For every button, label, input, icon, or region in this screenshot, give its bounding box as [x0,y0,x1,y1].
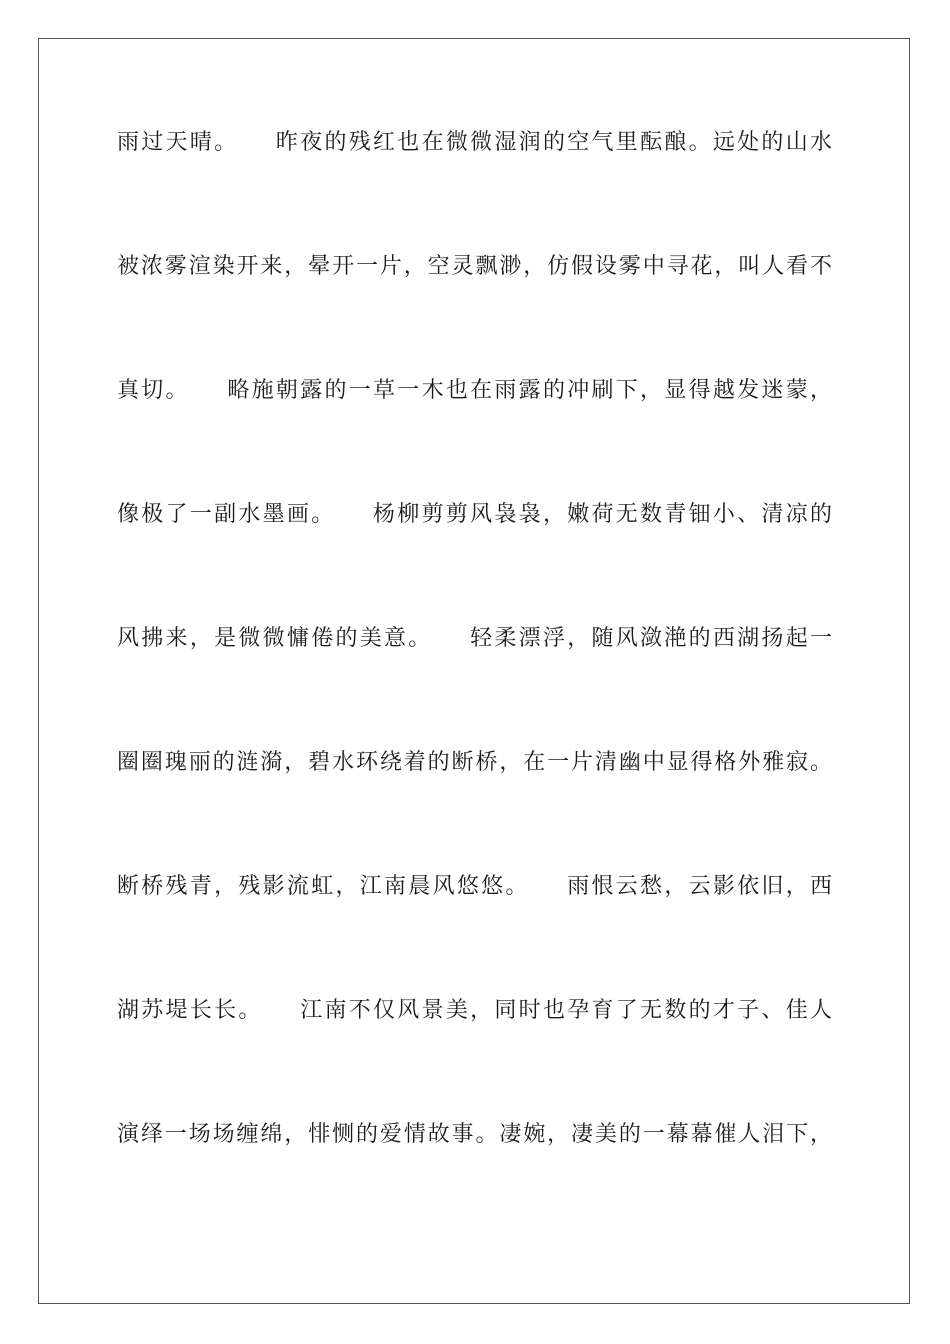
document-body [117,128,833,1244]
text-line: 湖苏堤长长。 江南不仅风景美，同时也孕育了无数的才子、佳人 [117,998,833,1023]
text-line: 圈圈瑰丽的涟漪，碧水环绕着的断桥，在一片清幽中显得格外雅寂。 [117,750,833,775]
text-line: 真切。 略施朝露的一草一木也在雨露的冲刷下，显得越发迷蒙， [117,378,833,403]
text-line: 被浓雾渲染开来，晕开一片，空灵飘渺，仿假设雾中寻花，叫人看不 [117,254,833,279]
text-line: 风拂来，是微微慵倦的美意。 轻柔漂浮，随风潋滟的西湖扬起一 [117,626,833,651]
text-line: 像极了一副水墨画。 杨柳剪剪风袅袅，嫩荷无数青钿小、清凉的 [117,502,833,527]
text-line: 雨过天晴。 昨夜的残红也在微微湿润的空气里酝酿。远处的山水 [117,130,833,155]
text-line: 断桥残青，残影流虹，江南晨风悠悠。 雨恨云愁，云影依旧，西 [117,874,833,899]
text-line: 演绎一场场缠绵，悱恻的爱情故事。凄婉，凄美的一幕幕催人泪下， [117,1122,833,1147]
